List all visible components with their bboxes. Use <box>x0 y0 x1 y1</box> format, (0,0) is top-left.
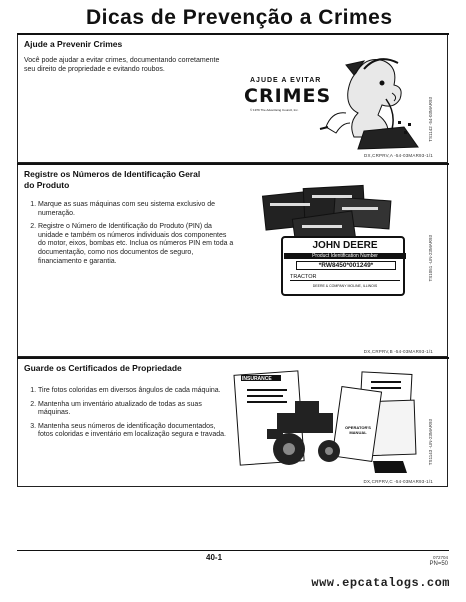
reference-code: DX,CRPRV,B -54-03MAR93-1/1 <box>363 349 433 354</box>
section-register-numbers <box>17 165 448 357</box>
list-item: 1. Tire fotos coloridas em diversos ângulos de cada máquina. <box>38 387 229 396</box>
document-label: OPERATOR'S MANUAL <box>345 425 371 435</box>
side-code: TS1143 -UN-23MAR93 <box>428 419 433 466</box>
crimes-banner-copyright: © 1979 The Advertising Council, Inc. <box>250 108 299 112</box>
side-code: TS1051 -UN-23MAR93 <box>428 235 433 282</box>
identification-plates-illustration <box>254 179 410 299</box>
section-heading <box>24 169 200 191</box>
side-code: TS1142 -54-03MAR93 <box>428 97 433 142</box>
section-heading: Ajude a Prevenir Crimes <box>24 39 123 49</box>
watermark-url[interactable]: www.epcatalogs.com <box>311 576 450 590</box>
plate-brand: JOHN DEERE <box>312 240 378 251</box>
crimes-banner-top: AJUDE A EVITAR <box>250 77 322 84</box>
section-ownership-certificates <box>17 359 448 487</box>
plate-number: *RW8450*001249* <box>296 261 396 270</box>
list-item: 3. Mantenha seus números de identificação documentados, fotos coloridas e inventário em localização segura e travada. <box>38 423 229 440</box>
plate-label: Product Identification Number <box>284 253 406 259</box>
footer-rule <box>17 550 449 551</box>
page-title: Dicas de Prevenção a Crimes <box>86 6 393 29</box>
crimes-banner-main: CRIMES <box>244 85 332 107</box>
list-item: 2. Registre o Número de Identificação do Produto (PIN) da unidade e também os números individuais dos componentes do motor, eixos, bombas etc. Inclua os números PIN em toda a documentação, como nos documentos de seguro, financiamento e garantia. <box>38 223 236 266</box>
footer-code: 072704 <box>432 555 448 560</box>
section-heading: Guarde os Certificados de Propriedade <box>24 363 182 373</box>
footer-pn: PN=50 <box>429 561 448 567</box>
documents-tractor-illustration <box>233 367 423 479</box>
section-prevent-crimes <box>17 35 448 163</box>
section-heading-line: Registre os Números de Identificação Geral <box>24 169 201 179</box>
page-number: 40-1 <box>206 553 223 562</box>
list-item: 1. Marque as suas máquinas com seu sistema exclusivo de numeração. <box>38 201 236 218</box>
list-item: 2. Mantenha um inventário atualizado de todas as suas máquinas. <box>38 401 229 418</box>
section-heading-line: do Produto <box>24 180 70 190</box>
plate-company: DEERE & COMPANY MOLINE, ILLINOIS <box>312 284 378 288</box>
section-list <box>24 201 236 271</box>
section-list <box>24 387 229 445</box>
reference-code: DX,CRPRV,C -54-03MAR93-1/1 <box>363 479 433 484</box>
reference-code: DX,CRPRV,A -54-03MAR93-1/1 <box>364 153 433 158</box>
plate-type: TRACTOR <box>290 274 400 281</box>
section-body: Você pode ajudar a evitar crimes, documentando corretamente seu direito de propriedade e evitando roubos. <box>24 57 220 73</box>
document-label: INSURANCE <box>242 376 272 382</box>
